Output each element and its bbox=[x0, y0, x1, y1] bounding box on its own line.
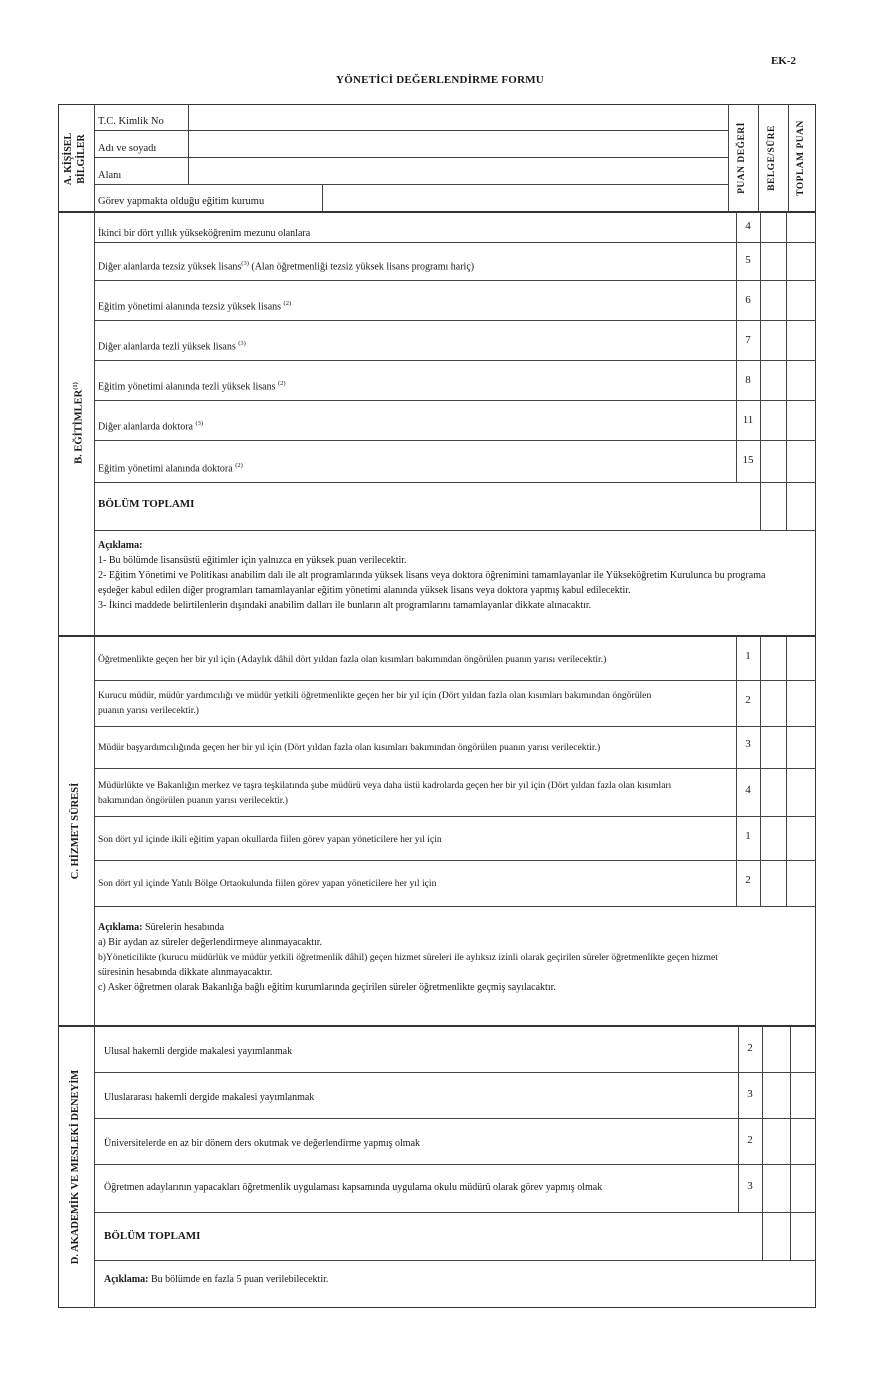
kurum-label: Görev yapmakta olduğu eğitim kurumu bbox=[98, 196, 265, 207]
akademik-points-1: 2 bbox=[747, 1042, 753, 1054]
tc-kimlik-label: T.C. Kimlik No bbox=[98, 116, 164, 127]
kurum-input[interactable] bbox=[326, 196, 722, 210]
tc-kimlik-input[interactable] bbox=[192, 116, 722, 130]
section-b-total-label: BÖLÜM TOPLAMI bbox=[98, 498, 195, 510]
egitim-row-3: Eğitim yönetimi alanında tezsiz yüksek lisans $^{(2)}$ bbox=[98, 300, 292, 313]
section-d-title: D. AKADEMİK VE MESLEKİ DENEYİM bbox=[70, 1069, 81, 1265]
akademik-row-4: Öğretmen adaylarının yapacakları öğretmenlik uygulaması kapsamında uygulama okulu müdürü olarak görev yapmış olmak bbox=[104, 1182, 603, 1193]
section-a-title: A. KİŞİSEL BİLGİLER bbox=[63, 132, 87, 186]
egitim-row-7: Eğitim yönetimi alanında doktora $^{(2)}$ bbox=[98, 462, 243, 475]
hizmet-row-3: Müdür başyardımcılığında geçen her bir yıl için (Dört yıldan fazla olan kısımları bakımından öngörülen puanın yarısı verilecektir.) bbox=[98, 742, 601, 753]
column-header-toplam: TOPLAM PUAN bbox=[796, 120, 806, 196]
egitim-row-2: Diğer alanlarda tezsiz yüksek lisans$^{(3)}$ (Alan öğretmenliği tezsiz yüksek lisans programı hariç) bbox=[98, 260, 475, 273]
egitim-points-4: 7 bbox=[745, 334, 751, 346]
alan-input[interactable] bbox=[192, 170, 722, 184]
akademik-row-3: Üniversitelerde en az bir dönem ders okutmak ve değerlendirme yapmış olmak bbox=[104, 1138, 421, 1149]
egitim-row-6: Diğer alanlarda doktora $^{(3)}$ bbox=[98, 420, 204, 433]
hizmet-points-1: 1 bbox=[745, 650, 751, 662]
egitim-row-1: İkinci bir dört yıllık yükseköğrenim mezunu olanlara bbox=[98, 228, 311, 239]
column-header-belge: BELGE/SÜRE bbox=[767, 125, 777, 191]
ad-soyad-label: Adı ve soyadı bbox=[98, 143, 157, 154]
hizmet-row-1: Öğretmenlikte geçen her bir yıl için (Adaylık dâhil dört yıldan fazla olan kısımları bakımından öngörülen puanın yarısı verilecektir.) bbox=[98, 654, 607, 665]
hizmet-row-4: Müdürlükte ve Bakanlığın merkez ve taşra teşkilatında şube müdürü veya daha üstü kadrolarda geçen her bir yıl için (Dört yıldan fazla olan kısımları bakımından öngörülen puanın yarısı verilecektir.) bbox=[98, 780, 672, 806]
akademik-row-1: Ulusal hakemli dergide makalesi yayımlanmak bbox=[104, 1046, 293, 1057]
hizmet-row-2: Kurucu müdür, müdür yardımcılığı ve müdür yetkili öğretmenlikte geçen her bir yıl için (Dört yıldan fazla olan kısımları bakımından öngörülen puanın yarısı verilecektir.) bbox=[98, 690, 652, 716]
hizmet-points-4: 4 bbox=[745, 784, 751, 796]
hizmet-points-6: 2 bbox=[745, 874, 751, 886]
egitim-points-7: 15 bbox=[742, 454, 754, 466]
section-d-note: Açıklama: Bu bölümde en fazla 5 puan verilebilecektir. bbox=[104, 1274, 329, 1285]
hizmet-row-6: Son dört yıl içinde Yatılı Bölge Ortaokulunda fiilen görev yapan yöneticilere her yıl için bbox=[98, 878, 437, 889]
akademik-points-2: 3 bbox=[747, 1088, 753, 1100]
egitim-points-6: 11 bbox=[742, 414, 754, 426]
egitim-points-5: 8 bbox=[745, 374, 751, 386]
section-c-notes: Açıklama: Sürelerin hesabında a) Bir aydan az süreler değerlendirmeye alınmayacaktır. b)Yöneticilikte (kurucu müdürlük ve müdür yetkili öğretmenlik dâhil) geçen hizmet süreleri ile aylıksız izinli olarak geçirilen süreler öğretmenlikte geçen hizmet süresinin hesabında dikkate alınmayacaktır. c) Asker öğretmen olarak Bakanlığa bağlı eğitim kurumlarında geçirilen süreler öğretmenlikte geçmiş sayılacaktır. bbox=[98, 922, 718, 993]
egitim-row-5: Eğitim yönetimi alanında tezli yüksek lisans $^{(2)}$ bbox=[98, 380, 286, 393]
hizmet-points-5: 1 bbox=[745, 830, 751, 842]
alan-label: Alanı bbox=[98, 170, 122, 181]
hizmet-points-3: 3 bbox=[745, 738, 751, 750]
egitim-row-4: Diğer alanlarda tezli yüksek lisans $^{(3)}$ bbox=[98, 340, 246, 353]
column-header-puan: PUAN DEĞERİ bbox=[737, 122, 747, 194]
akademik-row-2: Uluslararası hakemli dergide makalesi yayımlanmak bbox=[104, 1092, 315, 1103]
ad-soyad-input[interactable] bbox=[192, 143, 722, 157]
egitim-points-1: 4 bbox=[745, 220, 751, 232]
section-d-box bbox=[58, 1026, 816, 1308]
akademik-points-4: 3 bbox=[747, 1180, 753, 1192]
form-title: YÖNETİCİ DEĞERLENDİRME FORMU bbox=[336, 74, 544, 86]
section-b-title: B. EĞİTİMLER$^{(1)}$ bbox=[72, 382, 85, 464]
section-b-notes: Açıklama: 1- Bu bölümde lisansüstü eğitimler için yalnızca en yüksek puan verilecektir. 2- Eğitim Yönetimi ve Politikası anabilim dalı ile alt programlarında yüksek lisans veya doktora öğrenimini tamamlayanlar ile Yükseköğretim Kurulunca bu programa eşdeğer kabul edilen diğer programları tamamlayanlar eğitim yönetimi alanında yüksek lisans veya doktora yapmış kabul edilecektir. 3- İkinci maddede belirtilenlerin dışındaki anabilim dalları ile bunların alt programlarını tamamlayanlar dikkate alınacaktır. bbox=[98, 540, 766, 611]
egitim-points-3: 6 bbox=[745, 294, 751, 306]
section-c-title: C. HİZMET SÜRESİ bbox=[70, 782, 81, 880]
akademik-points-3: 2 bbox=[747, 1134, 753, 1146]
hizmet-row-5: Son dört yıl içinde ikili eğitim yapan okullarda fiilen görev yapan yöneticilere her yıl için bbox=[98, 834, 442, 845]
egitim-points-2: 5 bbox=[745, 254, 751, 266]
hizmet-points-2: 2 bbox=[745, 694, 751, 706]
annex-code: EK-2 bbox=[770, 55, 796, 67]
section-d-total-label: BÖLÜM TOPLAMI bbox=[104, 1230, 201, 1242]
